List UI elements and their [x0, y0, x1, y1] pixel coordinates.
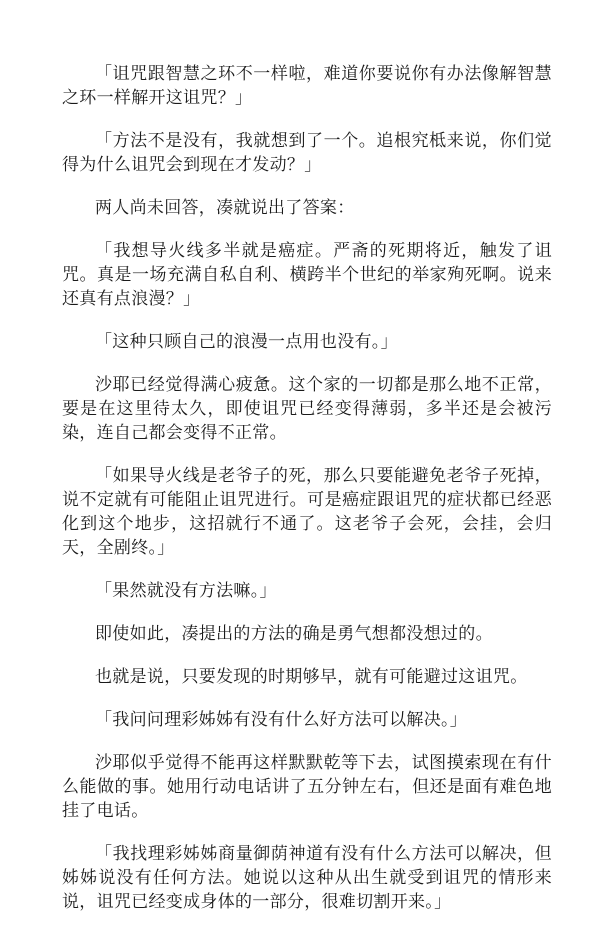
paragraph: 两人尚未回答，凑就说出了答案： [95, 198, 355, 218]
paragraph: 即使如此，凑提出的方法的确是勇气想都没想过的。 [95, 624, 493, 644]
paragraph: 「我想导火线多半就是癌症。严斋的死期将近，触发了诅咒。真是一场充满自私自利、横跨半个世纪的举家殉死啊。说来还真有点浪漫？」 [62, 241, 552, 309]
paragraph: 「我找理彩姊姊商量御荫神道有没有什么方法可以解决，但姊姊说没有任何方法。她说以这种从出生就受到诅咒的情形来说，诅咒已经变成身体的一部分，很难切割开来。」 [62, 844, 552, 912]
paragraph: 「果然就没有方法嘛。」 [95, 581, 277, 601]
paragraph: 也就是说，只要发现的时期够早，就有可能避过这诅咒。 [95, 667, 528, 687]
book-page [62, 62, 552, 933]
paragraph: 沙耶似乎觉得不能再这样默默乾等下去，试图摸索现在有什么能做的事。她用行动电话讲了五分钟左右，但还是面有难色地挂了电话。 [62, 753, 552, 821]
paragraph: 「诅咒跟智慧之环不一样啦，难道你要说你有办法像解智慧之环一样解开这诅咒？」 [62, 64, 552, 108]
paragraph: 「我问问理彩姊姊有没有什么好方法可以解决。」 [95, 710, 468, 730]
paragraph: 「这种只顾自己的浪漫一点用也没有。」 [95, 332, 398, 352]
paragraph: 「如果导火线是老爷子的死，那么只要能避免老爷子死掉，说不定就有可能阻止诅咒进行。可是癌症跟诅咒的症状都已经恶化到这个地步，这招就行不通了。这老爷子会死，会挂，会归天，全剧终。」 [62, 466, 552, 558]
paragraph: 「方法不是没有，我就想到了一个。追根究柢来说，你们觉得为什么诅咒会到现在才发动？」 [62, 131, 552, 175]
paragraph: 沙耶已经觉得满心疲惫。这个家的一切都是那么地不正常，要是在这里待太久，即使诅咒已经变得薄弱，多半还是会被污染，连自己都会变得不正常。 [62, 375, 552, 443]
